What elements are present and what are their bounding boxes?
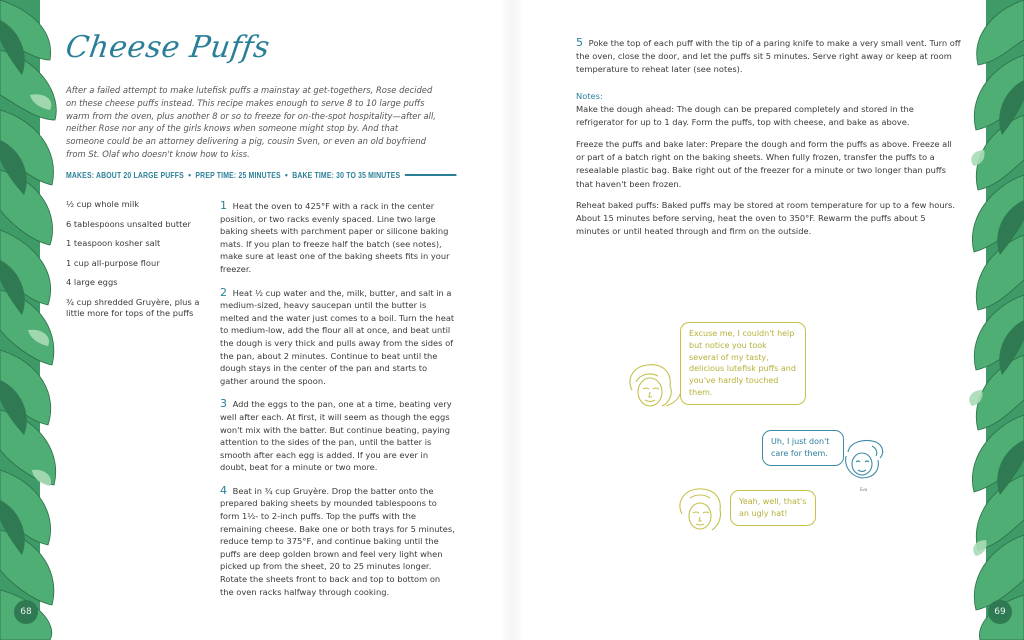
step-text: Add the eggs to the pan, one at a time, beating very well after each. At first, it will seem as though the eggs won't mix with the batter. But continue beating, paying attention to the sides of the pan, until the batter is smooth after each egg is added. If you are ever in doubt, beat for a minute or two more. bbox=[220, 399, 452, 473]
steps-list bbox=[220, 200, 456, 609]
woman-with-hat-face-icon bbox=[842, 436, 886, 482]
step bbox=[220, 485, 456, 598]
step-number: 4 bbox=[220, 483, 227, 497]
girl-face-icon bbox=[674, 486, 728, 538]
leaf-border-left-icon bbox=[0, 0, 62, 640]
bullet-icon: • bbox=[285, 170, 288, 180]
ingredient: 4 large eggs bbox=[66, 277, 118, 287]
ingredient: 1 teaspoon kosher salt bbox=[66, 238, 161, 248]
recipe-meta bbox=[66, 170, 401, 180]
prep-time: PREP TIME: 25 MINUTES bbox=[195, 170, 281, 180]
step-number: 2 bbox=[220, 285, 227, 299]
speech-bubble-2 bbox=[762, 430, 844, 466]
notes-heading: Notes: bbox=[576, 91, 603, 101]
step-text: Beat in ¾ cup Gruyère. Drop the batter onto the prepared baking sheets by mounded tablespoons to form 1½- to 2-inch puffs. Top the puffs with the remaining cheese. Bake one or both trays for 5 minutes, reduce temp to 375°F, and continue baking until the puffs are deep golden brown and feel very light when picked up from the sheet, 20 to 25 minutes longer. Rotate the sheets front to back and top to bottom on the oven racks halfway through cooking. bbox=[220, 485, 455, 597]
bubble-text: Yeah, well, that's an ugly hat! bbox=[739, 497, 807, 518]
bubble-text: Excuse me, I couldn't help but notice you took several of my tasty, delicious lutefisk puffs and you've hardly touched them. bbox=[689, 329, 796, 397]
comic-caption: Eva bbox=[860, 487, 868, 492]
note-reheat: Reheat baked puffs: Baked puffs may be stored at room temperature for up to a few hours. About 15 minutes before serving, heat the oven to 350°F. Rewarm the puffs about 5 minutes or until heated through and firm on the outside. bbox=[576, 200, 955, 237]
bake-time: BAKE TIME: 30 TO 35 MINUTES bbox=[292, 170, 401, 180]
rose-face-icon bbox=[622, 360, 684, 416]
yield: MAKES: ABOUT 20 LARGE PUFFS bbox=[66, 170, 184, 180]
speech-bubble-1 bbox=[680, 322, 806, 405]
step-text: Heat ½ cup water and the, milk, butter, and salt in a medium-sized, heavy saucepan until the butter is melted and the water just comes to a boil. Turn the heat to medium-low, add the flour all at once, and beat until the dough is very thick and pulls away from the sides of the pan, about 2 minutes. Continue to beat until the dough stays in the center of the pan and starts to gather around the spoon. bbox=[220, 287, 455, 386]
step-text: Heat the oven to 425°F with a rack in the center position, or two racks evenly spaced. Line two large baking sheets with parchment paper or silicone baking mats. If you plan to freeze half the batch (see notes), make sure at least one of the baking sheets fits in your freezer. bbox=[220, 201, 450, 274]
step-text: Poke the top of each puff with the tip of a paring knife to make a very small vent. Turn off the oven, close the door, and let the puffs sit 5 minutes. Serve right away or keep at room temperature to reheat later (see notes). bbox=[576, 38, 961, 75]
recipe-intro: After a failed attempt to make lutefisk puffs a mainstay at get-togethers, Rose decided on these cheese puffs instead. This recipe makes enough to serve 8 to 10 large puffs warm from the oven, plus another 8 or so to freeze for on-the-spot hospitality—after all, neither Rose nor any of the girls knows when someone might stop by. And that someone could be an attorney delivering a pig, cousin Sven, or even an old boyfriend from St. Olaf who doesn't know how to kiss. bbox=[66, 85, 436, 159]
ingredients-list bbox=[66, 199, 206, 328]
recipe-title: Cheese Puffs bbox=[63, 30, 273, 65]
step-number: 5 bbox=[576, 36, 583, 49]
gutter bbox=[500, 0, 524, 640]
step-5 bbox=[576, 36, 961, 77]
step bbox=[220, 398, 456, 474]
ingredient: ½ cup whole milk bbox=[66, 199, 140, 209]
step-number: 1 bbox=[220, 199, 227, 212]
page-number-right: 69 bbox=[988, 600, 1012, 624]
step-number: 3 bbox=[220, 397, 227, 411]
speech-bubble-3 bbox=[730, 490, 816, 526]
note-freeze: Freeze the puffs and bake later: Prepare the dough and form the puffs as above. Freeze all or part of a batch right on the baking sheets. When fully frozen, transfer the puffs to a resealable plastic bag. Bake right out of the freezer for a minute or two longer than puffs that haven't been frozen. bbox=[576, 139, 952, 189]
bullet-icon: • bbox=[188, 170, 192, 180]
bubble-text: Uh, I just don't care for them. bbox=[771, 437, 830, 458]
ingredient: ¾ cup shredded Gruyère, plus a little more for tops of the puffs bbox=[66, 296, 200, 318]
step bbox=[220, 287, 456, 388]
note-make-ahead: Make the dough ahead: The dough can be prepared completely and stored in the refrigerator for up to 1 day. Form the puffs, top with cheese, and bake as above. bbox=[576, 104, 914, 128]
page-number-left: 68 bbox=[14, 600, 38, 624]
meta-rule bbox=[405, 174, 457, 176]
ingredient: 1 cup all-purpose flour bbox=[66, 257, 160, 268]
leaf-border-right-icon bbox=[966, 0, 1024, 640]
ingredient: 6 tablespoons unsalted butter bbox=[66, 218, 191, 229]
step bbox=[220, 200, 456, 276]
